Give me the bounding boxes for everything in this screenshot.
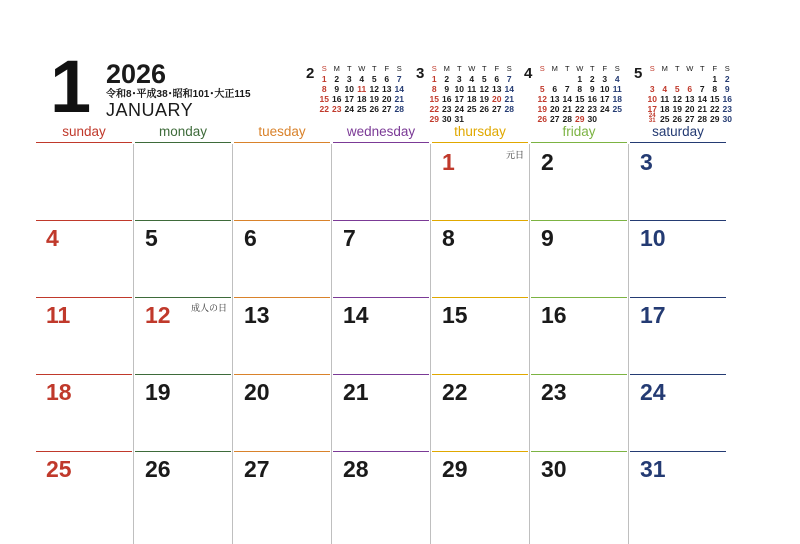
mini-day: 15 (575, 94, 585, 104)
day-cell-top-line (234, 220, 330, 221)
weekday-underline (135, 142, 231, 143)
day-cell (630, 220, 726, 297)
mini-weekday-label: M (443, 64, 450, 73)
mini-day: 20 (685, 104, 695, 114)
day-number: 26 (145, 456, 171, 482)
day-cell-top-line (432, 451, 528, 452)
mini-day: 2 (334, 74, 340, 84)
mini-day (561, 74, 574, 84)
mini-weekday-label: F (712, 64, 718, 73)
day-cell-top-line (135, 220, 231, 221)
day-cell (135, 374, 231, 451)
month-number: 1 (50, 45, 92, 128)
mini-day (659, 74, 672, 84)
mini-day: 13 (492, 84, 502, 94)
mini-weekday-label: S (614, 64, 620, 73)
mini-day (503, 114, 516, 124)
mini-day (671, 74, 684, 84)
day-cell (630, 144, 726, 221)
day-cell (333, 451, 429, 528)
mini-weekday-label: W (686, 64, 694, 73)
day-number: 17 (640, 302, 666, 328)
mini-day: 15 (319, 94, 329, 104)
mini-day: 5 (481, 74, 487, 84)
mini-day: 4 (359, 74, 365, 84)
mini-day: 19 (369, 94, 379, 104)
day-number: 13 (244, 302, 270, 328)
day-cell-top-line (531, 374, 627, 375)
day-cell-top-line (135, 297, 231, 298)
day-cell-top-line (36, 297, 132, 298)
mini-day: 22 (575, 104, 585, 114)
mini-day: 1 (577, 74, 583, 84)
mini-day: 23 (722, 104, 732, 114)
mini-day: 23 (332, 104, 342, 114)
day-cell (333, 297, 429, 374)
mini-weekday-label: S (321, 64, 327, 73)
mini-day: 17 (647, 104, 657, 114)
day-cell-top-line (333, 220, 429, 221)
mini-weekday-label: T (674, 64, 680, 73)
mini-day: 2 (589, 74, 595, 84)
holiday-name: 元日 (505, 150, 524, 160)
mini-day: 3 (649, 84, 655, 94)
day-cell-top-line (234, 451, 330, 452)
mini-day (684, 74, 697, 84)
day-cell-top-line (135, 374, 231, 375)
mini-weekday-label: T (481, 64, 487, 73)
mini-day: 16 (442, 94, 452, 104)
mini-day: 21 (697, 104, 707, 114)
weekday-underline (630, 142, 726, 143)
day-cell (135, 451, 231, 528)
day-number: 3 (640, 149, 653, 175)
day-cell (36, 451, 132, 528)
day-cell-top-line (36, 451, 132, 452)
mini-calendar-grid (428, 64, 516, 124)
mini-day: 15 (429, 94, 439, 104)
mini-day: 22 (429, 104, 439, 114)
mini-calendar-month-number: 4 (524, 65, 533, 82)
day-number: 8 (442, 225, 455, 251)
day-cell-top-line (234, 297, 330, 298)
column-divider (430, 144, 431, 544)
mini-day: 29 (429, 114, 439, 124)
day-cell (333, 144, 429, 221)
day-cell-top-line (432, 374, 528, 375)
mini-day: 14 (697, 94, 707, 104)
mini-day: 26 (537, 114, 547, 124)
weekday-header-thursday: thursday (454, 124, 506, 139)
day-number: 14 (343, 302, 369, 328)
day-cell-top-line (333, 374, 429, 375)
mini-day: 10 (344, 84, 354, 94)
mini-day: 5 (674, 84, 680, 94)
day-cell (135, 144, 231, 221)
mini-day: 8 (712, 84, 718, 94)
day-cell (36, 374, 132, 451)
mini-day: 21 (562, 104, 572, 114)
mini-day: 22 (710, 104, 720, 114)
day-cell (234, 220, 330, 297)
day-number: 24 (640, 379, 666, 405)
day-cell (135, 220, 231, 297)
column-divider (331, 144, 332, 544)
mini-weekday-label: M (551, 64, 558, 73)
weekday-underline (333, 142, 429, 143)
mini-day: 13 (550, 94, 560, 104)
day-cell (432, 451, 528, 528)
day-cell (531, 297, 627, 374)
mini-day: 5 (539, 84, 545, 94)
day-number: 28 (343, 456, 369, 482)
mini-day: 13 (685, 94, 695, 104)
mini-weekday-label: M (333, 64, 340, 73)
mini-calendar-month-number: 3 (416, 65, 425, 82)
mini-calendar-month-number: 5 (634, 65, 643, 82)
mini-day: 12 (672, 94, 682, 104)
mini-day: 3 (602, 74, 608, 84)
mini-day: 8 (321, 84, 327, 94)
mini-day: 27 (382, 104, 392, 114)
mini-calendar-grid (318, 64, 406, 114)
mini-day: 28 (562, 114, 572, 124)
day-number: 12 (145, 302, 171, 328)
mini-day: 18 (357, 94, 367, 104)
mini-day (536, 74, 549, 84)
weekday-header-wednesday: wednesday (346, 124, 416, 139)
mini-day: 15 (710, 94, 720, 104)
day-cell-top-line (531, 220, 627, 221)
mini-day: 24 (600, 104, 610, 114)
mini-day: 8 (431, 84, 437, 94)
mini-day: 5 (371, 74, 377, 84)
day-cell-top-line (531, 297, 627, 298)
day-cell (432, 297, 528, 374)
day-cell (531, 451, 627, 528)
mini-day: 25 (660, 114, 670, 124)
day-number: 30 (541, 456, 567, 482)
mini-day: 16 (587, 94, 597, 104)
mini-day: 14 (562, 94, 572, 104)
mini-day: 1 (431, 74, 437, 84)
mini-day: 28 (504, 104, 514, 114)
mini-day (466, 114, 479, 124)
mini-day: 18 (467, 94, 477, 104)
day-number: 27 (244, 456, 270, 482)
mini-day: 11 (357, 84, 367, 94)
mini-day: 6 (494, 74, 500, 84)
mini-day: 27 (492, 104, 502, 114)
mini-weekday-label: T (699, 64, 705, 73)
mini-day: 21 (504, 94, 514, 104)
mini-day: 27 (550, 114, 560, 124)
weekday-header-tuesday: tuesday (258, 124, 306, 139)
mini-weekday-label: W (468, 64, 476, 73)
mini-weekday-label: T (589, 64, 595, 73)
mini-weekday-label: W (358, 64, 366, 73)
day-cell-top-line (432, 297, 528, 298)
mini-day: 18 (612, 94, 622, 104)
day-cell-top-line (630, 297, 726, 298)
mini-day: 19 (672, 104, 682, 114)
day-number: 4 (46, 225, 59, 251)
day-cell (630, 297, 726, 374)
mini-weekday-label: S (649, 64, 655, 73)
mini-day: 28 (394, 104, 404, 114)
day-number: 29 (442, 456, 468, 482)
mini-day: 20 (492, 94, 502, 104)
mini-weekday-label: F (494, 64, 500, 73)
mini-day: 20 (382, 94, 392, 104)
day-cell (630, 374, 726, 451)
day-number: 25 (46, 456, 72, 482)
day-cell (531, 374, 627, 451)
mini-day: 9 (444, 84, 450, 94)
day-cell (333, 374, 429, 451)
day-number: 19 (145, 379, 171, 405)
mini-weekday-label: S (724, 64, 730, 73)
mini-day: 17 (600, 94, 610, 104)
month-name: JANUARY (106, 100, 194, 120)
mini-day: 21 (394, 94, 404, 104)
day-cell (36, 297, 132, 374)
calendar-header (0, 0, 800, 128)
day-number: 9 (541, 225, 554, 251)
column-divider (628, 144, 629, 544)
mini-day: 1 (712, 74, 718, 84)
day-number: 16 (541, 302, 567, 328)
mini-day (478, 114, 491, 124)
day-cell-top-line (531, 451, 627, 452)
weekday-header-saturday: saturday (652, 124, 704, 139)
day-number: 5 (145, 225, 158, 251)
day-cell (234, 144, 330, 221)
mini-day: 27 (685, 114, 695, 124)
mini-day: 28 (697, 114, 707, 124)
mini-day: 7 (506, 74, 512, 84)
mini-day (696, 74, 709, 84)
mini-calendar-month-number: 2 (306, 65, 315, 82)
mini-weekday-label: T (456, 64, 462, 73)
mini-day: 14 (504, 84, 514, 94)
mini-day: 26 (672, 114, 682, 124)
mini-day: 11 (467, 84, 477, 94)
mini-weekday-label: T (371, 64, 377, 73)
year: 2026 (106, 59, 167, 89)
day-cell (432, 144, 528, 221)
day-cell-top-line (630, 374, 726, 375)
mini-weekday-label: S (396, 64, 402, 73)
mini-day: 17 (454, 94, 464, 104)
mini-day (549, 74, 562, 84)
mini-day: 25 (467, 104, 477, 114)
weekday-underline (531, 142, 627, 143)
mini-day: 30 (722, 114, 732, 124)
mini-day: 24 (344, 104, 354, 114)
mini-day: 18 (660, 104, 670, 114)
mini-day: 7 (396, 74, 402, 84)
mini-day: 12 (369, 84, 379, 94)
day-number: 20 (244, 379, 270, 405)
day-number: 18 (46, 379, 72, 405)
mini-day: 8 (577, 84, 583, 94)
column-divider (529, 144, 530, 544)
mini-day (611, 114, 624, 124)
mini-calendar-grid (646, 64, 734, 124)
japanese-era-years: 令和8･平成38･昭和101･大正115 (106, 89, 251, 100)
day-cell (36, 220, 132, 297)
day-number: 23 (541, 379, 567, 405)
mini-day: 16 (722, 94, 732, 104)
day-cell (531, 144, 627, 221)
mini-day: 25 (612, 104, 622, 114)
mini-day: 10 (600, 84, 610, 94)
mini-weekday-label: S (431, 64, 437, 73)
mini-day: 9 (589, 84, 595, 94)
mini-weekday-label: F (384, 64, 390, 73)
mini-day: 11 (660, 94, 670, 104)
mini-day (646, 74, 659, 84)
mini-day: 19 (537, 104, 547, 114)
day-number: 15 (442, 302, 468, 328)
day-cell-top-line (630, 220, 726, 221)
mini-day: 31 (454, 114, 464, 124)
mini-day: 24 31 (648, 113, 656, 124)
day-number: 7 (343, 225, 356, 251)
mini-day: 6 (687, 84, 693, 94)
day-number: 11 (46, 302, 71, 328)
mini-day: 23 (442, 104, 452, 114)
day-cell-top-line (36, 220, 132, 221)
mini-day: 6 (552, 84, 558, 94)
mini-weekday-label: S (539, 64, 545, 73)
mini-day: 26 (479, 104, 489, 114)
mini-day: 2 (444, 74, 450, 84)
mini-day: 16 (332, 94, 342, 104)
mini-day: 7 (699, 84, 705, 94)
mini-day: 10 (454, 84, 464, 94)
mini-day: 20 (550, 104, 560, 114)
mini-day: 23 (587, 104, 597, 114)
day-number: 22 (442, 379, 468, 405)
mini-day: 4 (469, 74, 475, 84)
day-cell-top-line (333, 297, 429, 298)
weekday-underline (432, 142, 528, 143)
weekday-header-monday: monday (158, 124, 208, 139)
mini-day: 30 (442, 114, 452, 124)
weekday-header-friday: friday (562, 124, 596, 139)
day-number: 1 (442, 149, 455, 175)
day-cell (234, 297, 330, 374)
day-cell (630, 451, 726, 528)
mini-day (491, 114, 504, 124)
day-cell-top-line (630, 451, 726, 452)
mini-weekday-label: F (602, 64, 608, 73)
mini-day: 2 (724, 74, 730, 84)
mini-day: 13 (382, 84, 392, 94)
mini-day: 3 (456, 74, 462, 84)
mini-weekday-label: W (576, 64, 584, 73)
day-cell (135, 297, 231, 374)
day-cell-top-line (36, 374, 132, 375)
mini-weekday-label: S (506, 64, 512, 73)
day-cell (531, 220, 627, 297)
mini-day: 11 (612, 84, 622, 94)
mini-day: 4 (662, 84, 668, 94)
day-cell (234, 374, 330, 451)
day-cell-top-line (135, 451, 231, 452)
day-number: 10 (640, 225, 666, 251)
mini-day: 3 (346, 74, 352, 84)
day-cell-top-line (432, 220, 528, 221)
mini-day: 9 (334, 84, 340, 94)
day-cell-top-line (333, 451, 429, 452)
mini-day: 24 (454, 104, 464, 114)
mini-day: 25 (357, 104, 367, 114)
day-number: 2 (541, 149, 554, 175)
day-number: 31 (640, 456, 666, 482)
mini-day: 14 (394, 84, 404, 94)
column-divider (232, 144, 233, 544)
mini-day: 7 (564, 84, 570, 94)
mini-day: 1 (321, 74, 327, 84)
mini-day (599, 114, 612, 124)
mini-day: 12 (479, 84, 489, 94)
mini-weekday-label: T (564, 64, 570, 73)
mini-day: 26 (369, 104, 379, 114)
day-cell (234, 451, 330, 528)
mini-day: 19 (479, 94, 489, 104)
mini-weekday-label: M (661, 64, 668, 73)
weekday-underline (234, 142, 330, 143)
weekday-underline (36, 142, 132, 143)
day-cell (432, 374, 528, 451)
column-divider (133, 144, 134, 544)
day-cell-top-line (234, 374, 330, 375)
day-cell (333, 220, 429, 297)
mini-weekday-label: T (346, 64, 352, 73)
mini-day: 10 (647, 94, 657, 104)
mini-day: 6 (384, 74, 390, 84)
mini-day: 22 (319, 104, 329, 114)
day-number: 6 (244, 225, 257, 251)
day-number: 21 (343, 379, 369, 405)
mini-day: 9 (724, 84, 730, 94)
mini-day: 29 (710, 114, 720, 124)
mini-day: 17 (344, 94, 354, 104)
mini-day: 30 (587, 114, 597, 124)
mini-day: 29 (575, 114, 585, 124)
mini-day: 4 (614, 74, 620, 84)
holiday-name: 成人の日 (190, 303, 227, 313)
weekday-header-sunday: sunday (62, 124, 106, 139)
day-cell (36, 144, 132, 221)
mini-day: 12 (537, 94, 547, 104)
day-cell (432, 220, 528, 297)
mini-calendar-grid (536, 64, 624, 124)
